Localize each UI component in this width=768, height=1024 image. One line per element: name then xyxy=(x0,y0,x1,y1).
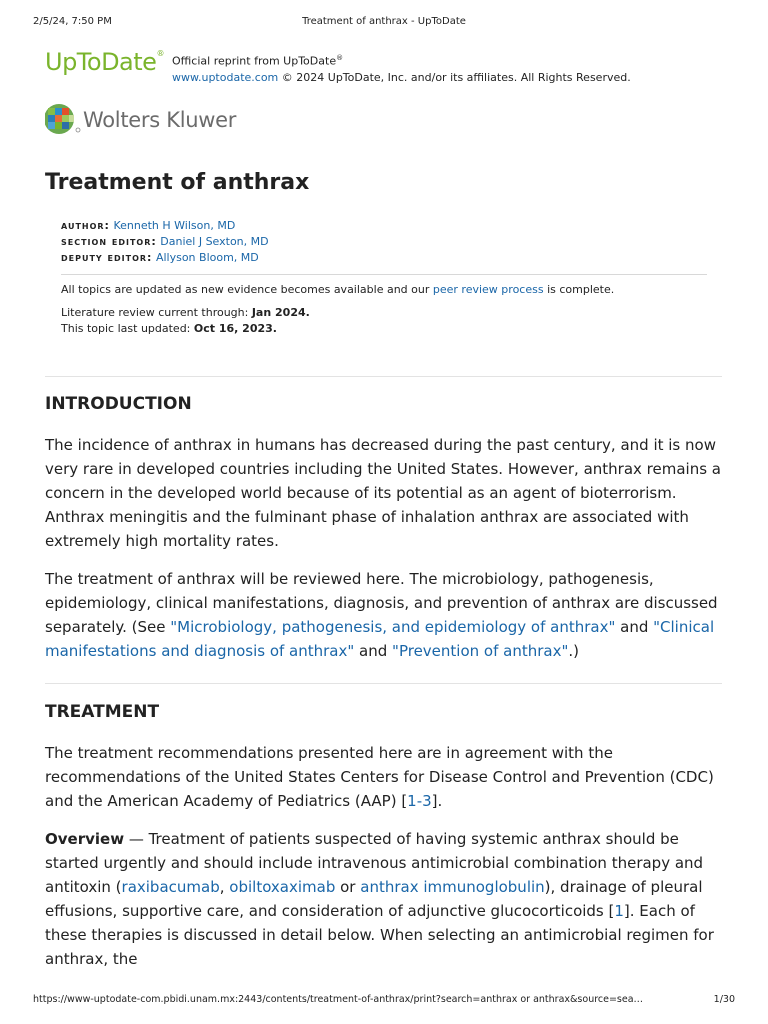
wolters-kluwer-name: Wolters Kluwer xyxy=(83,108,237,132)
byline-deputy-editor xyxy=(61,250,269,266)
reference-link[interactable]: 1 xyxy=(614,902,624,920)
print-doc-title: Treatment of anthrax - UpToDate xyxy=(302,16,466,27)
deputy-editor-link[interactable]: Allyson Bloom, MD xyxy=(155,251,259,264)
divider xyxy=(61,274,707,275)
reference-link[interactable]: 1-3 xyxy=(407,792,432,810)
microbiology-topic-link[interactable]: "Microbiology, pathogenesis, and epidemiology of anthrax" xyxy=(170,618,616,636)
treatment-paragraph-1: The treatment recommendations presented here are in agreement with the recommendations of the United States Centers for Disease Control and Prevention (CDC) and the American Academy of Pediatrics (AAP) [1-3]. xyxy=(45,744,714,810)
reprint-line: Official reprint from UpToDate xyxy=(172,54,337,68)
byline-author xyxy=(61,218,269,234)
last-updated: This topic last updated: Oct 16, 2023. xyxy=(61,322,277,335)
intro-paragraph-1: The incidence of anthrax in humans has decreased during the past century, and it is now very rare in developed countries including the United States. However, anthrax remains a concern in the developed world because of its potential as an agent of bioterrorism. Anthrax meningitis and the fulminant phase of inhalation anthrax are associated with extremely high mortality rates. xyxy=(45,436,722,550)
print-header xyxy=(33,16,735,30)
print-footer xyxy=(33,994,735,1008)
byline-label: section editor: xyxy=(61,235,157,248)
copyright-text: © 2024 UpToDate, Inc. and/or its affiliates. All Rights Reserved. xyxy=(281,70,631,84)
update-notice: All topics are updated as new evidence becomes available and our peer review process is complete. xyxy=(61,283,615,296)
uptodate-logo: UpToDate® xyxy=(45,48,164,76)
intro-paragraph-2: The treatment of anthrax will be reviewed here. The microbiology, pathogenesis, epidemiology, clinical manifestations, diagnosis, and prevention of anthrax are discussed separately. (See "Microbiology, pathogenesis, and epidemiology of anthrax" and "Clinical manifestations and diagnosis of anthrax" and "Prevention of anthrax".) xyxy=(45,570,718,660)
section-heading-treatment: TREATMENT xyxy=(45,702,160,722)
author-link[interactable]: Kenneth H Wilson, MD xyxy=(113,219,236,232)
prevention-topic-link[interactable]: "Prevention of anthrax" xyxy=(392,642,569,660)
update-info xyxy=(61,282,614,337)
page-number: 1/30 xyxy=(713,994,735,1005)
section-editor-link[interactable]: Daniel J Sexton, MD xyxy=(160,235,269,248)
print-datetime: 2/5/24, 7:50 PM xyxy=(33,16,112,27)
raxibacumab-link[interactable]: raxibacumab xyxy=(121,878,220,896)
divider xyxy=(45,683,722,684)
overview-label: Overview xyxy=(45,830,125,848)
bylines xyxy=(61,218,269,266)
byline-section-editor xyxy=(61,234,269,250)
print-url: https://www-uptodate-com.pbidi.unam.mx:2443/contents/treatment-of-anthrax/print?search=anthrax or anthrax&source=sea… xyxy=(33,994,644,1005)
treatment-paragraph-2: Overview — Treatment of patients suspected of having systemic anthrax should be started urgently and should include intravenous antimicrobial combination therapy and antitoxin (raxibacumab, obiltoxaximab or anthrax immunoglobulin), drainage of pleural effusions, supportive care, and consideration of adjunctive glucocorticoids [1]. Each of these therapies is discussed in detail below. When selecting an antimicrobial regimen for anthrax, the xyxy=(45,830,714,968)
clinical-manifestations-topic-link[interactable]: "Clinical manifestations and diagnosis of anthrax" xyxy=(45,618,715,660)
wolters-kluwer-mark-icon xyxy=(45,103,81,135)
literature-review: Literature review current through: Jan 2024. xyxy=(61,306,310,319)
page-title: Treatment of anthrax xyxy=(45,170,310,195)
reprint-notice: Official reprint from UpToDate® www.uptodate.com © 2024 UpToDate, Inc. and/or its affiliates. All Rights Reserved. xyxy=(172,54,631,84)
section-heading-introduction: INTRODUCTION xyxy=(45,394,192,414)
byline-label: deputy editor: xyxy=(61,251,153,264)
divider xyxy=(45,376,722,377)
byline-label: author: xyxy=(61,219,110,232)
obiltoxaximab-link[interactable]: obiltoxaximab xyxy=(229,878,336,896)
peer-review-link[interactable]: peer review process xyxy=(432,283,544,296)
uptodate-site-link[interactable]: www.uptodate.com xyxy=(172,70,279,84)
anthrax-immunoglobulin-link[interactable]: anthrax immunoglobulin xyxy=(360,878,545,896)
brand-row xyxy=(45,48,725,84)
